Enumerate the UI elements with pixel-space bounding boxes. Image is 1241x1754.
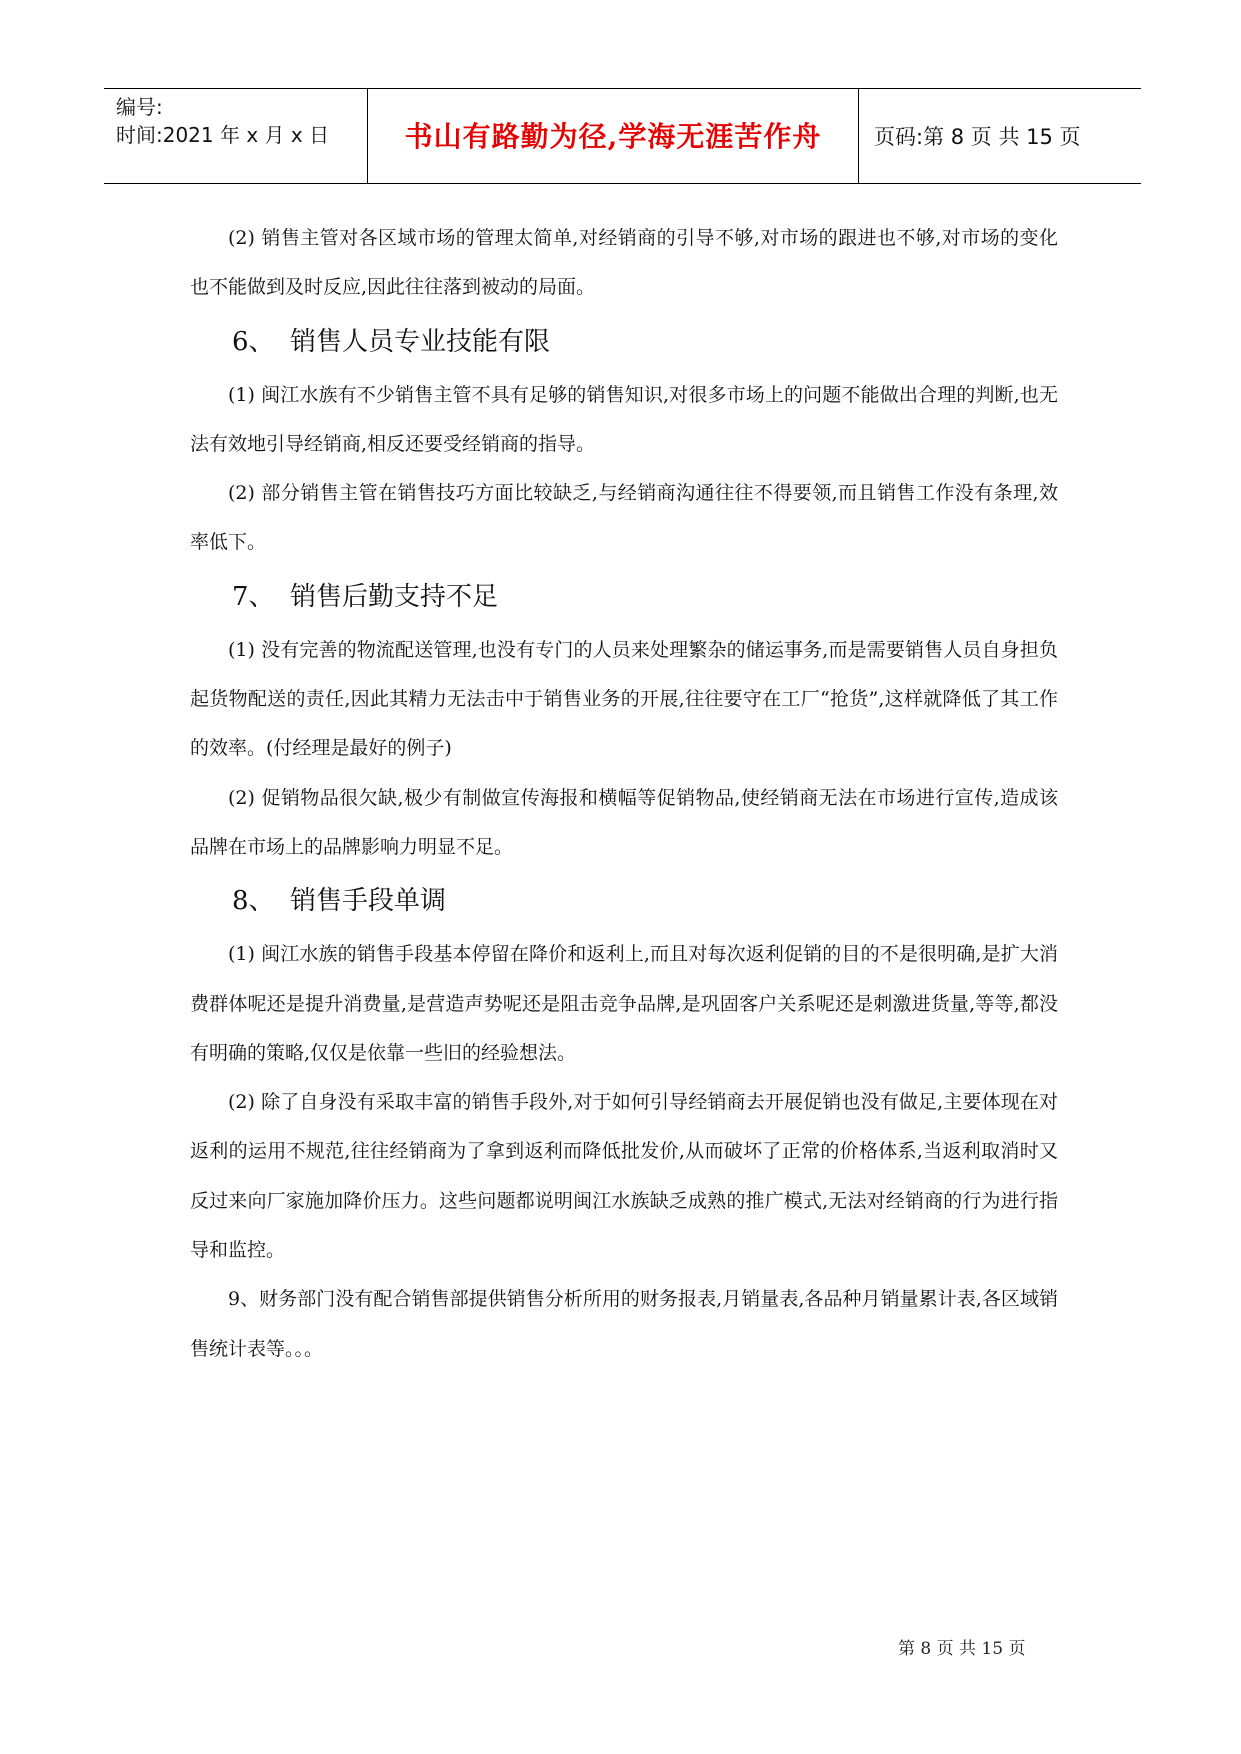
section-title: 销售后勤支持不足 xyxy=(290,581,499,612)
paragraph: 9、财务部门没有配合销售部提供销售分析所用的财务报表,月销量表,各品种月销量累计表,各区域销售统计表等。。。 xyxy=(190,1288,1058,1360)
section-title: 销售手段单调 xyxy=(290,886,447,917)
paragraph: (1) 没有完善的物流配送管理,也没有专门的人员来处理繁杂的储运事务,而是需要销售人员自身担负起货物配送的责任,因此其精力无法击中于销售业务的开展,往往要守在工厂“抢货”,这样就降低了其工作的效率。(付经理是最好的例子) xyxy=(190,638,1058,760)
page-header xyxy=(104,88,1141,184)
paragraph: (2) 部分销售主管在销售技巧方面比较缺乏,与经销商沟通往往不得要领,而且销售工作没有条理,效率低下。 xyxy=(190,482,1058,554)
page-footer: 第 8 页 共 15 页 xyxy=(898,1639,1026,1659)
paragraph: (2) 除了自身没有采取丰富的销售手段外,对于如何引导经销商去开展促销也没有做足,主要体现在对返利的运用不规范,往往经销商为了拿到返利而降低批发价,从而破坏了正常的价格体系,当返利取消时又反过来向厂家施加降价压力。这些问题都说明闽江水族缺乏成熟的推广模式,无法对经销商的行为进行指导和监控。 xyxy=(190,1091,1058,1262)
header-meta xyxy=(116,93,329,149)
paragraph: (2) 销售主管对各区域市场的管理太简单,对经销商的引导不够,对市场的跟进也不够,对市场的变化也不能做到及时反应,因此往往落到被动的局面。 xyxy=(190,227,1058,299)
section-title: 销售人员专业技能有限 xyxy=(290,326,551,357)
section-heading-7 xyxy=(190,580,1058,614)
document-body xyxy=(190,214,1058,1374)
section-number: 7、 xyxy=(232,581,275,612)
time-label: 时间:2021 年 x 月 x 日 xyxy=(116,123,330,147)
section-heading-6 xyxy=(190,325,1058,359)
serial-number-label: 编号: xyxy=(116,95,163,119)
header-page-info: 页码:第 8 页 共 15 页 xyxy=(874,125,1081,149)
header-divider-right xyxy=(858,89,859,183)
paragraph: (1) 闽江水族的销售手段基本停留在降价和返利上,而且对每次返利促销的目的不是很明确,是扩大消费群体呢还是提升消费量,是营造声势呢还是阻击竞争品牌,是巩固客户关系呢还是刺激进货量,等等,都没有明确的策略,仅仅是依靠一些旧的经验想法。 xyxy=(190,943,1058,1064)
paragraph: (2) 促销物品很欠缺,极少有制做宣传海报和横幅等促销物品,使经销商无法在市场进行宣传,造成该品牌在市场上的品牌影响力明显不足。 xyxy=(190,786,1058,858)
paragraph: (1) 闽江水族有不少销售主管不具有足够的销售知识,对很多市场上的问题不能做出合理的判断,也无法有效地引导经销商,相反还要受经销商的指导。 xyxy=(190,383,1058,455)
section-number: 8、 xyxy=(232,886,275,917)
section-heading-8 xyxy=(190,884,1058,918)
header-motto: 书山有路勤为径,学海无涯苦作舟 xyxy=(404,120,822,153)
section-number: 6、 xyxy=(232,326,275,357)
